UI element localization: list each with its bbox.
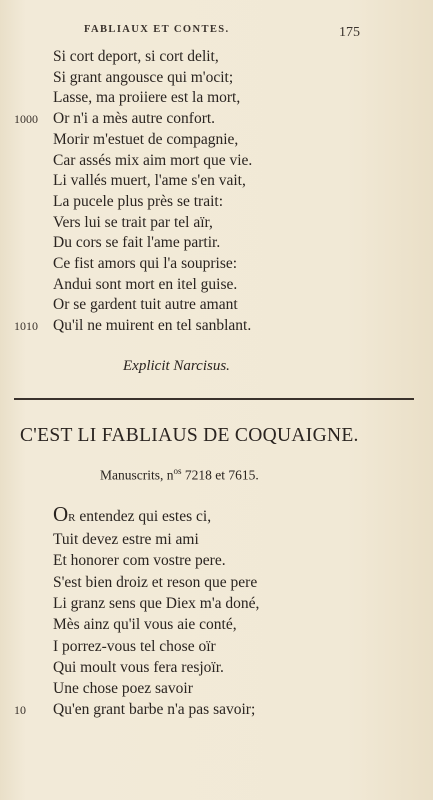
verse-line: Or n'i a mès autre confort. (53, 110, 216, 128)
verse-line: Andui sont mort en itel guise. (53, 275, 238, 293)
manuscripts-superscript: os (173, 466, 182, 476)
verse-line: Lasse, ma proiiere est la mort, (53, 89, 241, 107)
verse-line: Li vallés muert, l'ame s'en vait, (53, 172, 246, 190)
verse-line: Qu'il ne muirent en tel sanblant. (53, 317, 252, 335)
verse-line: Morir m'estuet de compagnie, (53, 130, 239, 148)
page-number: 175 (339, 25, 360, 40)
smallcap-letter: r (68, 508, 76, 525)
verse-line: La pucele plus près se trait: (53, 192, 224, 210)
first-verse-rest: entendez qui estes ci, (75, 508, 212, 525)
manuscripts-numbers: 7218 et 7615. (181, 467, 259, 483)
verse-line: Vers lui se trait par tel aïr, (53, 213, 213, 231)
verse-line: Qu'en grant barbe n'a pas savoir; (53, 701, 256, 719)
verse-line: Qui moult vous fera resjoïr. (53, 658, 224, 676)
manuscripts-reference (100, 466, 259, 484)
verse-line: S'est bien droiz et reson que pere (53, 573, 258, 591)
fabliau-title: C'EST LI FABLIAUS DE COQUAIGNE. (20, 425, 359, 446)
verse-line: Ce fist amors qui l'a souprise: (53, 255, 238, 272)
verse-line: Si grant angousce qui m'ocit; (53, 68, 234, 86)
line-number: 1010 (14, 319, 38, 334)
verse-line: Une chose poez savoir (53, 680, 193, 698)
line-number: 10 (14, 703, 26, 718)
verse-line: Si cort deport, si cort delit, (53, 48, 219, 65)
coquaigne-first-verse (53, 504, 211, 528)
line-number: 1000 (14, 112, 38, 127)
verse-line: Tuit devez estre mi ami (53, 531, 199, 548)
verse-line: Car assés mix aim mort que vie. (53, 151, 253, 169)
verse-line: Mès ainz qu'il vous aie conté, (53, 616, 237, 634)
section-divider (14, 398, 414, 400)
manuscripts-prefix: Manuscrits, n (100, 467, 174, 483)
verse-line: Du cors se fait l'ame partir. (53, 234, 221, 252)
verse-line: Li granz sens que Diex m'a doné, (53, 594, 260, 612)
running-head: FABLIAUX ET CONTES. (84, 24, 230, 35)
explicit-line: Explicit Narcisus. (123, 358, 230, 374)
verse-line: I porrez-vous tel chose oïr (53, 637, 216, 655)
verse-line: Or se gardent tuit autre amant (53, 296, 238, 314)
verse-line: Et honorer com vostre pere. (53, 552, 226, 570)
dropcap-letter: O (53, 502, 69, 526)
